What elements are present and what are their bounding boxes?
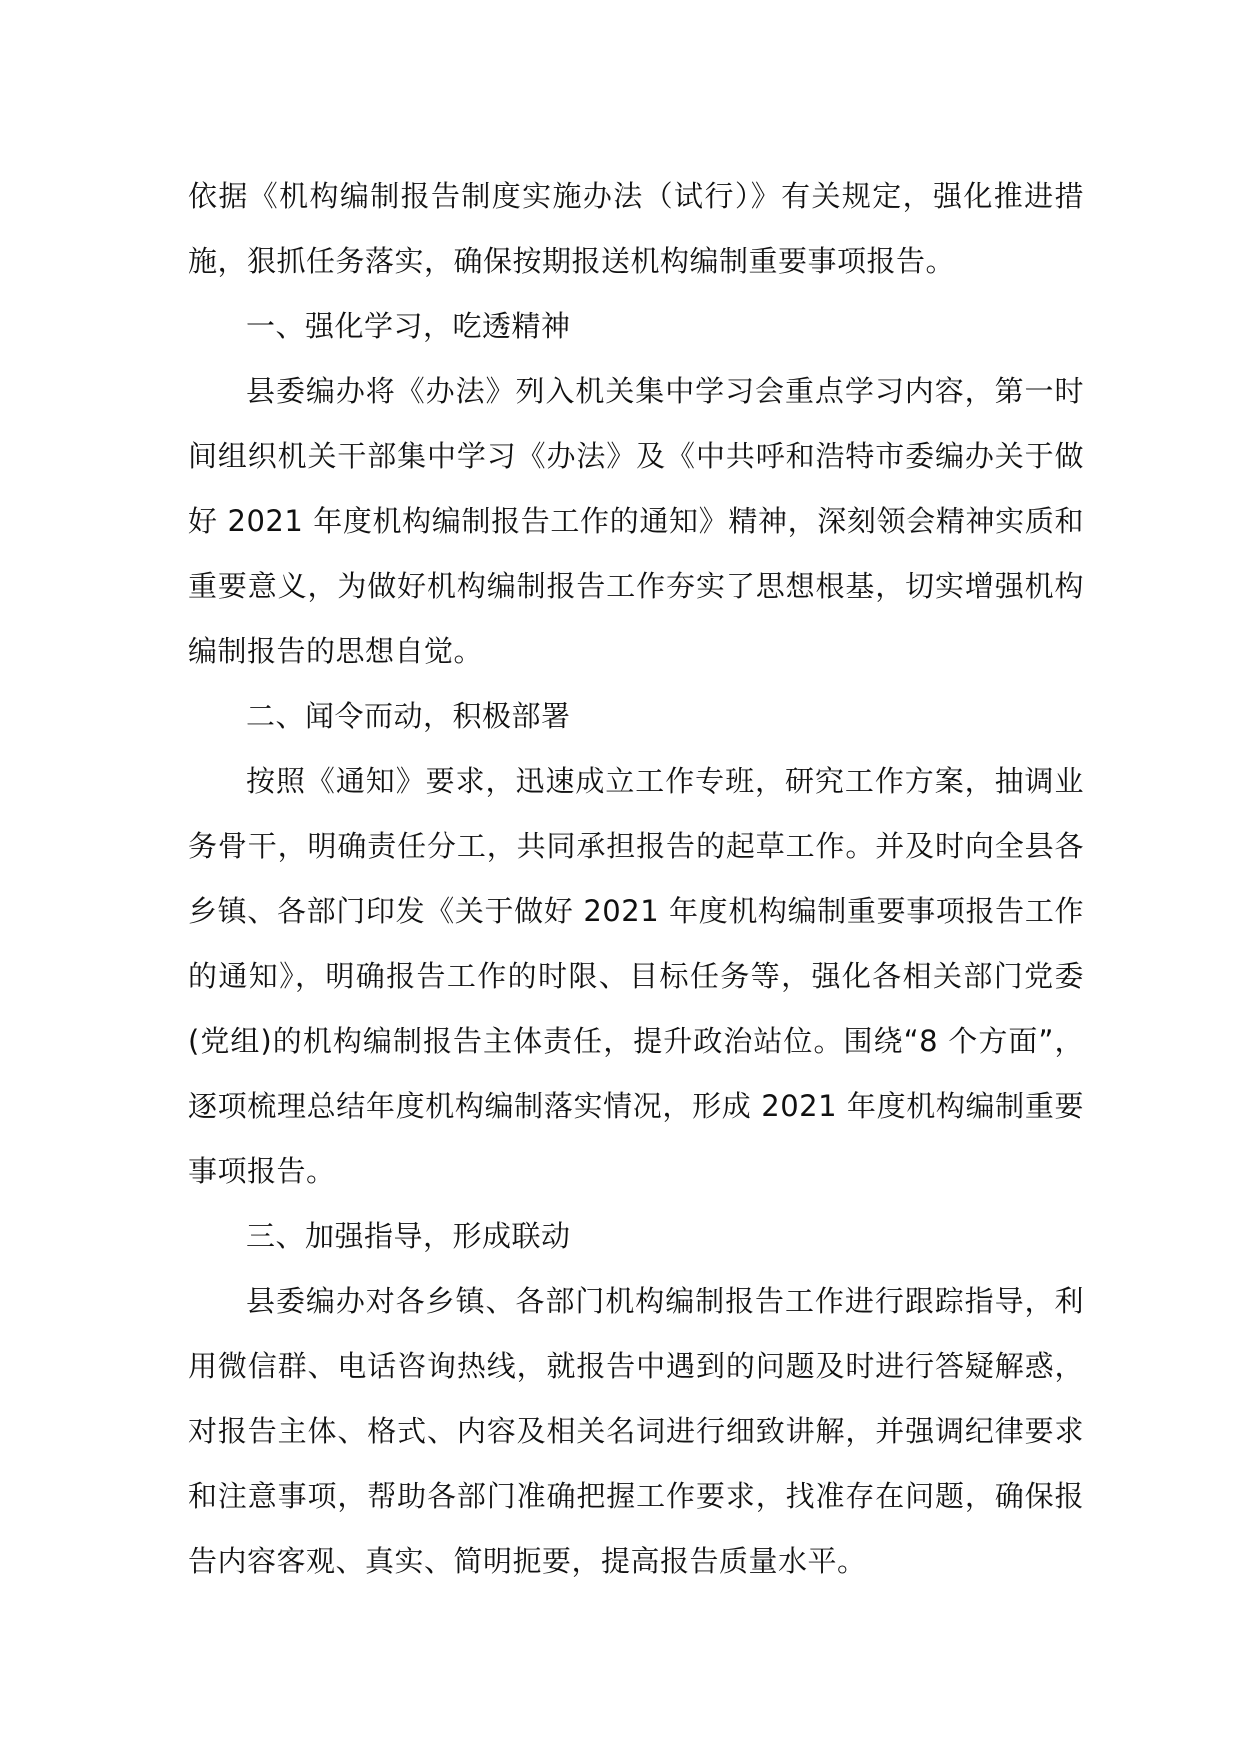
section-2-paragraph: 按照《通知》要求，迅速成立工作专班，研究工作方案，抽调业务骨干，明确责任分工，共同承担报告的起草工作。并及时向全县各乡镇、各部门印发《关于做好 2021 年度机构编制重要事项报告工作的通知》，明确报告工作的时限、目标任务等，强化各相关部门党委(党组)的机构编制报告主体责任，提升政治站位。围绕“8 个方面”，逐项梳理总结年度机构编制落实情况，形成 2021 年度机构编制重要事项报告。: [188, 764, 1084, 1188]
section-3-paragraph: 县委编办对各乡镇、各部门机构编制报告工作进行跟踪指导，利用微信群、电话咨询热线，就报告中遇到的问题及时进行答疑解惑，对报告主体、格式、内容及相关名词进行细致讲解，并强调纪律要求和注意事项，帮助各部门准确把握工作要求，找准存在问题，确保报告内容客观、真实、简明扼要，提高报告质量水平。: [188, 1284, 1084, 1578]
section-1-paragraph: 县委编办将《办法》列入机关集中学习会重点学习内容，第一时间组织机关干部集中学习《办法》及《中共呼和浩特市委编办关于做好 2021 年度机构编制报告工作的通知》精神，深刻领会精神实质和重要意义，为做好机构编制报告工作夯实了思想根基，切实增强机构编制报告的思想自觉。: [188, 374, 1084, 668]
document-page: [188, 164, 1084, 1594]
section-1-heading: 一、强化学习，吃透精神: [246, 309, 571, 343]
intro-paragraph: 依据《机构编制报告制度实施办法（试行）》有关规定，强化推进措施，狠抓任务落实，确保按期报送机构编制重要事项报告。: [188, 179, 1084, 278]
section-3-heading: 三、加强指导，形成联动: [246, 1219, 571, 1253]
section-2-heading: 二、闻令而动，积极部署: [246, 699, 571, 733]
